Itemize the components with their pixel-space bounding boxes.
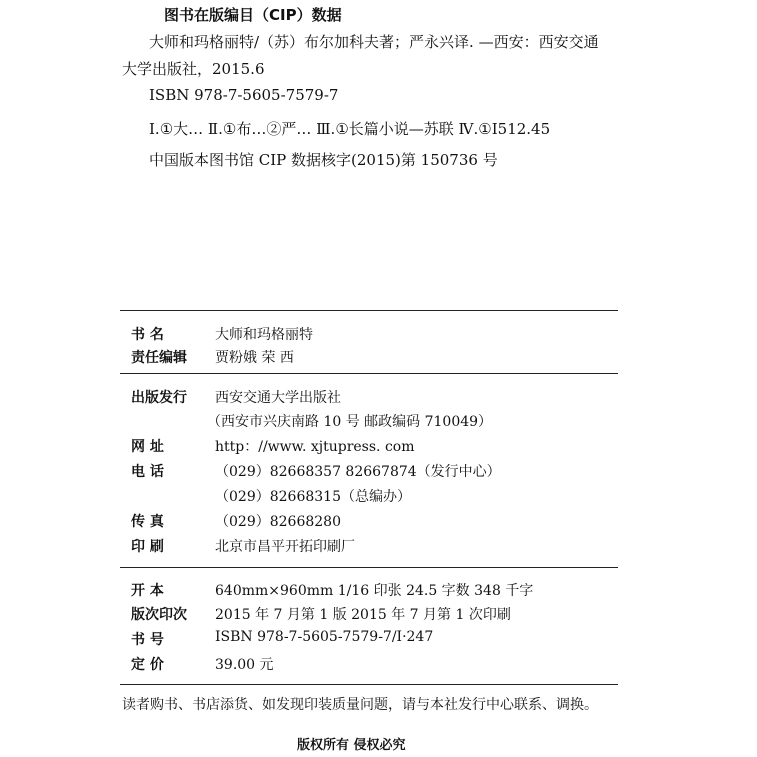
cip-classification: Ⅰ.①大… Ⅱ.①布…②严… Ⅲ.①长篇小说—苏联 Ⅳ.①I512.45 — [149, 120, 551, 138]
website-value: http：//www. xjtupress. com — [215, 439, 415, 455]
phone-label: 电 话 — [131, 464, 164, 480]
phone-value-1: （029）82668357 82667874（发行中心） — [215, 464, 501, 480]
edition-value: 2015 年 7 月第 1 版 2015 年 7 月第 1 次印刷 — [215, 607, 511, 623]
copyright-notice: 版权所有 侵权必究 — [297, 738, 406, 753]
printer-value: 北京市昌平开拓印刷厂 — [215, 539, 355, 555]
book-number-value: ISBN 978-7-5605-7579-7/I·247 — [215, 629, 434, 645]
book-number-label: 书 号 — [131, 632, 164, 648]
cip-isbn: ISBN 978-7-5605-7579-7 — [149, 86, 339, 104]
editor-value: 贾粉娥 荣 西 — [215, 350, 294, 366]
publisher-address: （西安市兴庆南路 10 号 邮政编码 710049） — [207, 414, 493, 430]
divider-publisher — [120, 373, 618, 374]
title-label: 书 名 — [131, 327, 164, 343]
publisher-value: 西安交通大学出版社 — [215, 390, 341, 406]
format-label: 开 本 — [131, 583, 164, 599]
price-value: 39.00 元 — [215, 657, 274, 673]
format-value: 640mm×960mm 1/16 印张 24.5 字数 348 千字 — [215, 583, 534, 599]
printer-label: 印 刷 — [131, 539, 164, 555]
editor-label: 责任编辑 — [131, 350, 187, 366]
website-label: 网 址 — [131, 439, 164, 455]
reader-notice: 读者购书、书店添货、如发现印装质量问题，请与本社发行中心联系、调换。 — [122, 697, 598, 713]
divider-specs — [120, 567, 618, 568]
divider-notice — [120, 684, 618, 685]
divider-top — [120, 310, 618, 311]
cip-line-1: 大师和玛格丽特/（苏）布尔加科夫著；严永兴译. —西安：西安交通 — [149, 33, 599, 51]
publisher-label: 出版发行 — [131, 390, 187, 406]
cip-line-2: 大学出版社，2015.6 — [122, 60, 265, 78]
phone-value-2: （029）82668315（总编办） — [215, 489, 411, 505]
fax-value: （029）82668280 — [215, 514, 341, 530]
title-value: 大师和玛格丽特 — [215, 327, 313, 343]
fax-label: 传 真 — [131, 514, 164, 530]
price-label: 定 价 — [131, 657, 164, 673]
cip-record-number: 中国版本图书馆 CIP 数据核字(2015)第 150736 号 — [149, 151, 498, 169]
edition-label: 版次印次 — [131, 607, 187, 623]
cip-title: 图书在版编目（CIP）数据 — [164, 6, 342, 24]
